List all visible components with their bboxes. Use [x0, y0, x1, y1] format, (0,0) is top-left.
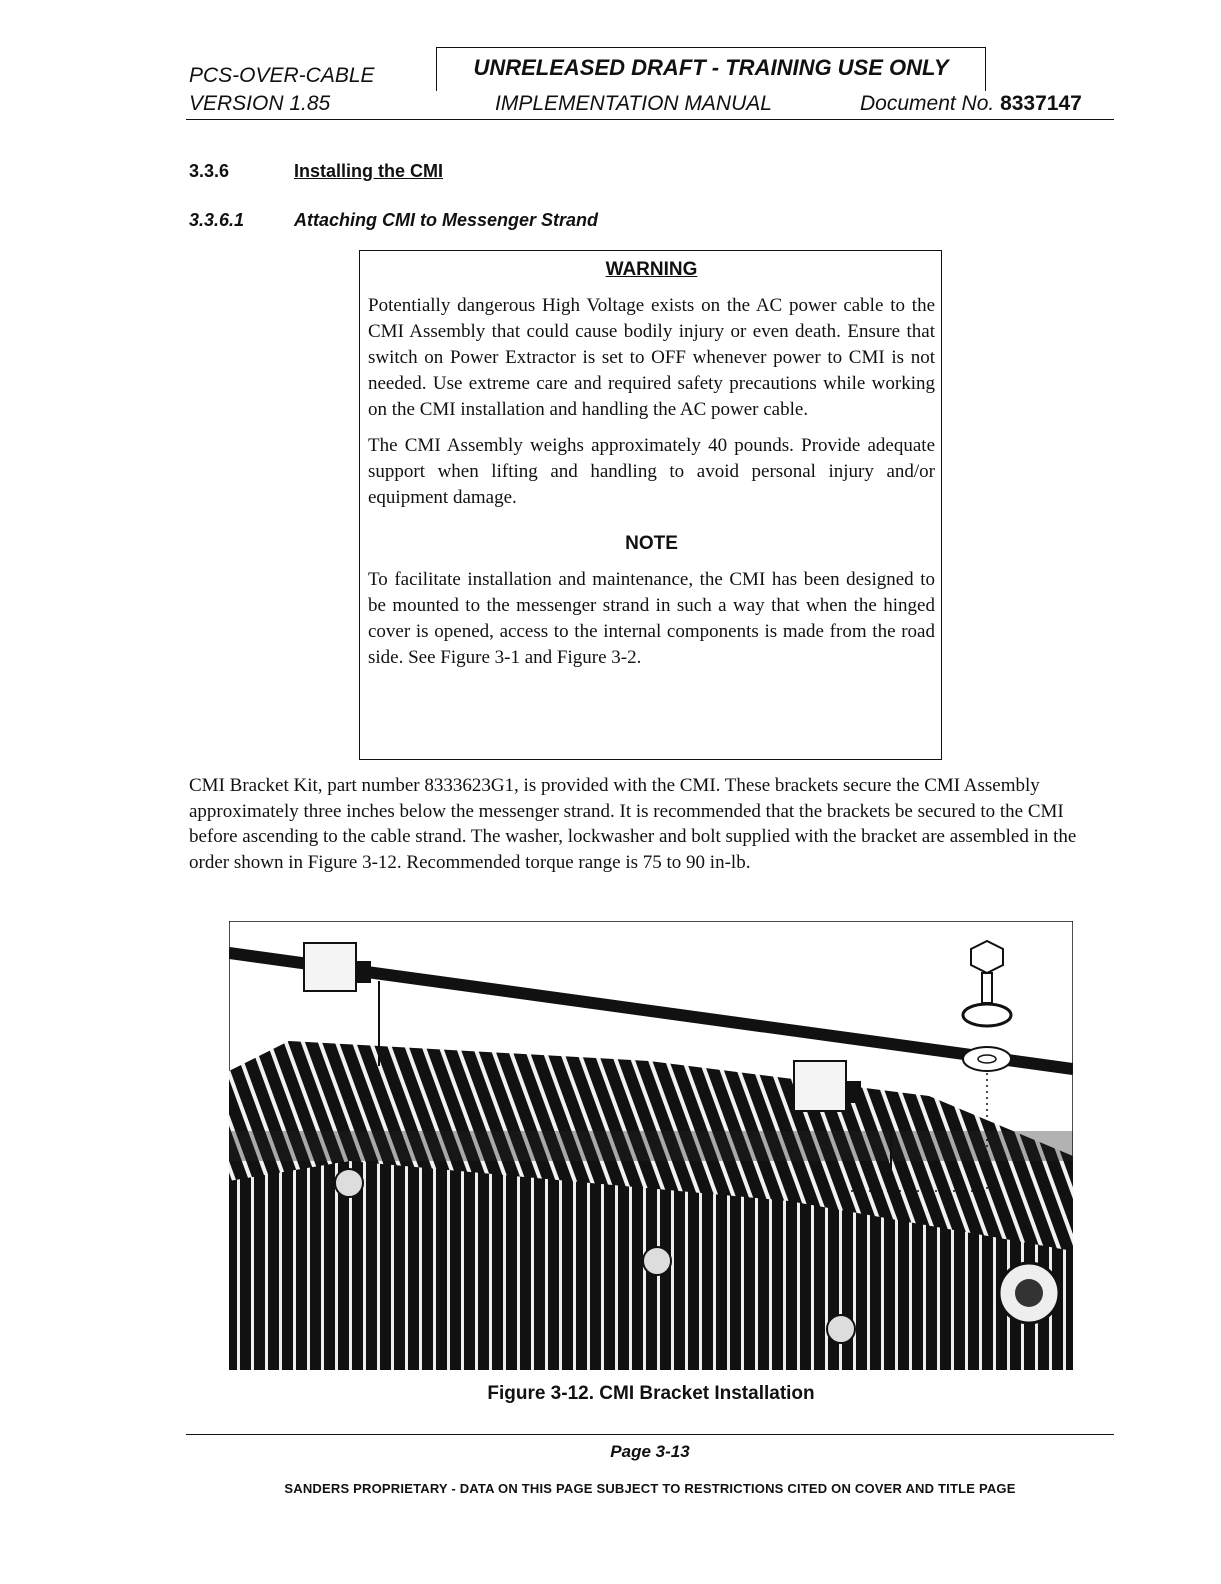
section-title: Installing the CMI	[294, 161, 444, 181]
document-number-label: Document No.	[860, 92, 995, 115]
subsection-title: Attaching CMI to Messenger Strand	[294, 210, 599, 230]
header-rule	[186, 119, 1114, 120]
warning-paragraph-voltage: Potentially dangerous High Voltage exists on the AC power cable to the CMI Assembly that could cause bodily injury or even death. Ensure that switch on Power Extractor is set to OFF whenever power to CMI is not needed. Use extreme care and required safety precautions while working on the CMI installation and handling the AC power cable.	[368, 295, 935, 420]
footer-rule	[186, 1434, 1114, 1435]
section-number: 3.3.6	[189, 161, 230, 181]
document-number	[860, 90, 1082, 118]
draft-notice: UNRELEASED DRAFT - TRAINING USE ONLY	[436, 47, 986, 91]
warning-note-box	[359, 250, 942, 760]
document-number-value: 8337147	[1000, 92, 1082, 115]
figure-caption: Figure 3-12. CMI Bracket Installation	[487, 1383, 815, 1404]
manual-title: IMPLEMENTATION MANUAL	[495, 92, 772, 115]
page-number: Page 3-13	[610, 1442, 690, 1461]
product-name: PCS-OVER-CABLE	[189, 64, 375, 87]
cmi-bracket-illustration	[229, 921, 1073, 1370]
warning-paragraph-weight: The CMI Assembly weighs approximately 40 pounds. Provide adequate support when lifting and handling to avoid personal injury and/or equipment damage.	[368, 435, 935, 508]
version-label: VERSION 1.85	[189, 92, 331, 115]
note-paragraph: To facilitate installation and maintenance, the CMI has been designed to be mounted to the messenger strand in such a way that when the hinged cover is opened, access to the internal components is made from the road side. See Figure 3-1 and Figure 3-2.	[368, 569, 935, 668]
bracket-kit-paragraph: CMI Bracket Kit, part number 8333623G1, is provided with the CMI. These brackets secure the CMI Assembly approximately three inches below the messenger strand. It is recommended that the brackets be secured to the CMI before ascending to the cable strand. The washer, lockwasher and bolt supplied with the bracket are assembled in the order shown in Figure 3-12. Recommended torque range is 75 to 90 in-lb.	[189, 775, 1077, 873]
proprietary-notice: SANDERS PROPRIETARY - DATA ON THIS PAGE SUBJECT TO RESTRICTIONS CITED ON COVER AND TITLE PAGE	[284, 1481, 1016, 1496]
warning-heading: WARNING	[605, 259, 698, 280]
subsection-number: 3.3.6.1	[189, 210, 245, 230]
note-heading: NOTE	[625, 533, 678, 554]
